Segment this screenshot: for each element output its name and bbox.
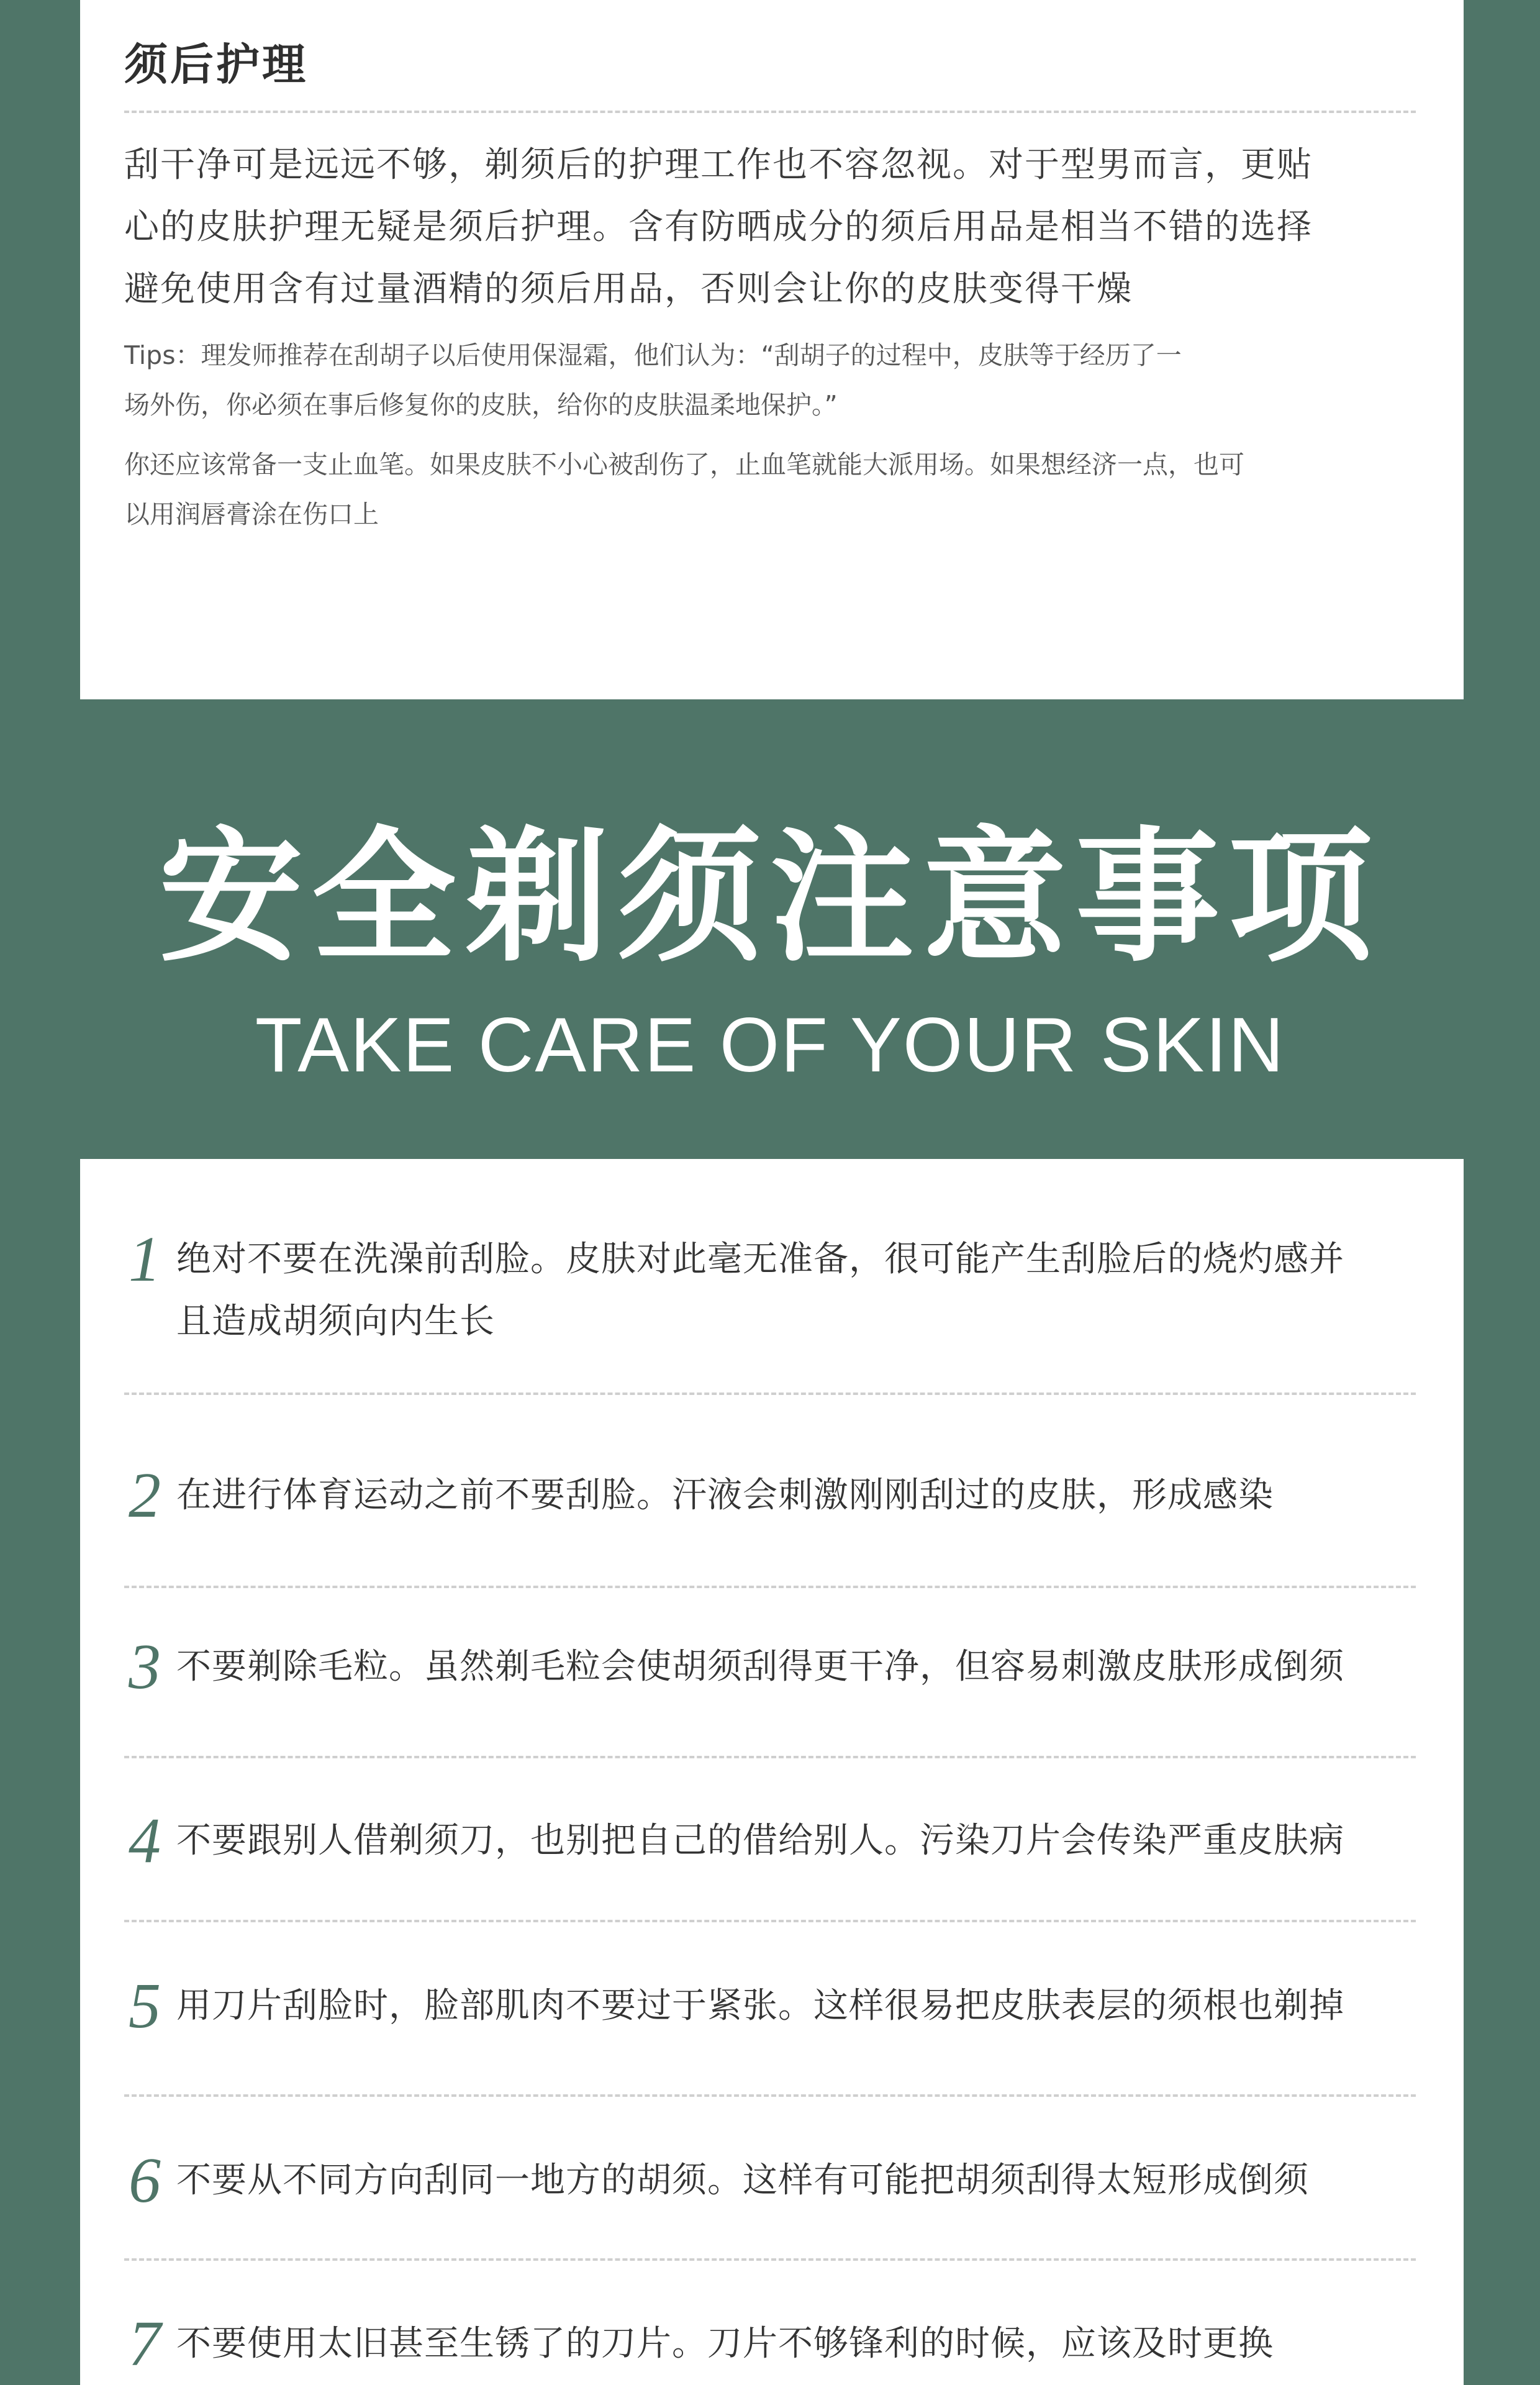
section-title: 安全剃须注意事项 bbox=[158, 814, 1381, 981]
tips-card bbox=[80, 1159, 1464, 2385]
tip-number: 4 bbox=[129, 1805, 161, 1876]
aftercare-line: 避免使用含有过量酒精的须后用品，否则会让你的皮肤变得干燥 bbox=[124, 269, 1133, 309]
tips-line: 场外伤，你必须在事后修复你的皮肤，给你的皮肤温柔地保护。” bbox=[124, 390, 838, 420]
aftercare-title: 须后护理 bbox=[124, 39, 308, 90]
tip-divider bbox=[124, 1920, 1416, 1922]
tip-line: 不要使用太旧甚至生锈了的刀片。刀片不够锋利的时候，应该及时更换 bbox=[176, 2324, 1274, 2364]
note-line: 你还应该常备一支止血笔。如果皮肤不小心被刮伤了，止血笔就能大派用场。如果想经济一点，也可 bbox=[124, 450, 1244, 479]
tip-divider bbox=[124, 1756, 1416, 1758]
tip-text bbox=[176, 1810, 1393, 1872]
tip-divider bbox=[124, 1392, 1416, 1395]
section-subtitle: TAKE CARE OF YOUR SKIN bbox=[255, 1002, 1285, 1088]
tip-number: 3 bbox=[129, 1631, 161, 1702]
tip-number: 2 bbox=[129, 1460, 161, 1531]
tip-line: 不要从不同方向刮同一地方的胡须。这样有可能把胡须刮得太短形成倒须 bbox=[176, 2160, 1309, 2201]
tip-divider bbox=[124, 2258, 1416, 2261]
tip-line: 不要跟别人借剃须刀，也别把自己的借给别人。污染刀片会传染严重皮肤病 bbox=[176, 1820, 1344, 1861]
tip-number: 6 bbox=[129, 2145, 161, 2216]
tip-number: 1 bbox=[129, 1224, 161, 1295]
tip-line: 且造成胡须向内生长 bbox=[176, 1301, 495, 1342]
aftercare-line: 刮干净可是远远不够，剃须后的护理工作也不容忽视。对于型男而言，更贴 bbox=[124, 145, 1313, 185]
tip-text bbox=[176, 1229, 1393, 1353]
tip-line: 绝对不要在洗澡前刮脸。皮肤对此毫无准备，很可能产生刮脸后的烧灼感并 bbox=[176, 1239, 1344, 1279]
tip-divider bbox=[124, 1586, 1416, 1588]
aftercare-note bbox=[124, 440, 1416, 539]
tip-text bbox=[176, 1636, 1393, 1698]
tip-line: 不要剃除毛粒。虽然剃毛粒会使胡须刮得更干净，但容易刺激皮肤形成倒须 bbox=[176, 1647, 1344, 1687]
tip-text bbox=[176, 2150, 1393, 2212]
tip-text bbox=[176, 2313, 1393, 2375]
tip-text bbox=[176, 1975, 1393, 2037]
note-line: 以用润唇膏涂在伤口上 bbox=[124, 499, 379, 529]
tip-line: 在进行体育运动之前不要刮脸。汗液会刺激刚刚刮过的皮肤，形成感染 bbox=[176, 1475, 1274, 1515]
aftercare-body bbox=[124, 134, 1416, 320]
tip-number: 7 bbox=[129, 2308, 161, 2379]
aftercare-tips bbox=[124, 330, 1416, 430]
aftercare-line: 心的皮肤护理无疑是须后护理。含有防晒成分的须后用品是相当不错的选择 bbox=[124, 207, 1313, 247]
aftercare-divider bbox=[124, 111, 1416, 113]
tip-number: 5 bbox=[129, 1970, 161, 2042]
tip-divider bbox=[124, 2094, 1416, 2097]
tips-line: Tips：理发师推荐在刮胡子以后使用保湿霜，他们认为：“刮胡子的过程中，皮肤等于经历了一 bbox=[124, 340, 1182, 370]
tip-line: 用刀片刮脸时，脸部肌肉不要过于紧张。这样很易把皮肤表层的须根也剃掉 bbox=[176, 1986, 1344, 2026]
tip-text bbox=[176, 1465, 1393, 1527]
